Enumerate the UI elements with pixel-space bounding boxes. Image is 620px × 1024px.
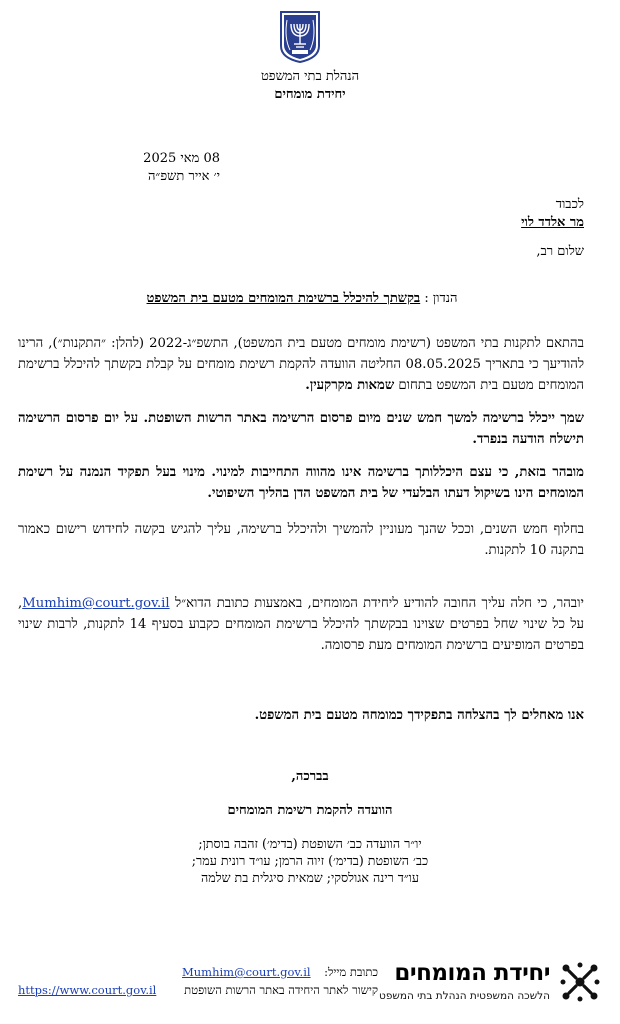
- signature-regards: בברכה,: [291, 769, 329, 784]
- committee-members: [0, 835, 620, 886]
- member-line: כב׳ השופטת (בדימ׳) זיוה הרמן; עו״ד רונית עמר;: [191, 853, 429, 868]
- paragraph-approval-text: בהתאם לתקנות בתי המשפט (רשימת מומחים מטעם בית המשפט), התשפ״ג-2022 (להלן: ״התקנות״), הרינו להודיעך כי בתאריך 08.05.2025 החליטה הוועדה להקמת רשימת מומחים על קבלת בקשתך להיכלל ברשימת המומחים מטעם בית המשפט בתחום: [18, 336, 584, 393]
- subject-line: [20, 290, 584, 306]
- expertise-field: שמאות מקרקעין.: [305, 378, 395, 393]
- paragraph-notify-pre: יובהר, כי חלה עליך החובה להודיע ליחידת המומחים, באמצעות כתובת הדוא״ל: [174, 596, 584, 611]
- gregorian-date: 08 מאי 2025: [143, 151, 220, 166]
- experts-unit-label: יחידת מומחים: [274, 87, 346, 102]
- logo-subtitle: הלשכה המשפטית הנהלת בתי המשפט: [379, 990, 550, 1002]
- subject-label: הנדון :: [424, 291, 458, 306]
- experts-unit-logo-icon: [558, 960, 602, 1004]
- member-line: עו״ד רינה אגולסקי; שמאית סיגלית בת שלמה: [201, 870, 419, 885]
- recipient-salutation: לכבוד: [555, 197, 584, 212]
- footer-contact: [18, 964, 378, 1000]
- date-block: [20, 150, 220, 186]
- footer-mail-row: [18, 964, 378, 982]
- court-administration-label: הנהלת בתי המשפט: [260, 69, 360, 84]
- footer-mail-link[interactable]: Mumhim@court.gov.il: [182, 965, 311, 979]
- israel-emblem-icon: [278, 10, 322, 64]
- footer-site-label: קישור לאתר היחידה באתר הרשות השופטת: [184, 983, 378, 997]
- member-line: יו״ר הוועדה כב׳ השופטת (בדימ׳) זהבה בוסתן;: [198, 836, 422, 851]
- footer-site-link[interactable]: https://www.court.gov.il: [18, 983, 157, 997]
- paragraph-approval: [18, 333, 584, 396]
- recipient-name: מר אלדד לוי: [521, 215, 584, 230]
- paragraph-renewal: בחלוף חמש השנים, וככל שהנך מעוניין להמשיך ולהיכלל ברשימה, עליך להגיש בקשה לחידוש רישום כאמור בתקנה 10 לתקנות.: [18, 522, 584, 558]
- logo-title: יחידת המומחים: [394, 960, 550, 986]
- greeting: שלום רב,: [536, 244, 584, 259]
- footer-mail-label: כתובת מייל:: [324, 965, 378, 979]
- closing-wishes: אנו מאחלים לך בהצלחה בתפקידך כמומחה מטעם בית המשפט.: [254, 708, 584, 723]
- footer-site-row: [18, 982, 378, 1000]
- hebrew-date: י׳ אייר תשפ״ה: [147, 169, 220, 184]
- unit-email-link[interactable]: Mumhim@court.gov.il: [22, 596, 170, 611]
- subject-text: בקשתך להיכלל ברשימת המומחים מטעם בית המשפט: [146, 291, 421, 306]
- paragraph-duration: שמך ייכלל ברשימה למשך חמש שנים מיום פרסום הרשימה באתר הרשות השופטת. על יום פרסום הרשימה תישלח הודעה בנפרד.: [18, 411, 584, 447]
- paragraph-notify-changes: [18, 593, 584, 656]
- recipient-block: [521, 196, 584, 232]
- signature-committee: הוועדה להקמת רשימת המומחים: [227, 803, 393, 818]
- paragraph-no-commitment: מובהר בזאת, כי עצם היכללותך ברשימה אינו מהווה התחייבות למינוי. מינוי בעל תפקיד הנמנה על רשימת המומחים הינו בשיקול דעתו הבלעדי של בית המשפט הדן בהליך השיפוטי.: [18, 465, 584, 501]
- experts-unit-logo: [370, 960, 602, 1010]
- paragraph-notify-post: , על כל שינוי שחל בפרטים שצוינו בבקשתך להיכלל ברשימת המומחים כקבוע בסעיף 14 לתקנות, לרבות שינוי בפרטים המופיעים ברשימת המומחים מעת פרסומה.: [18, 596, 584, 653]
